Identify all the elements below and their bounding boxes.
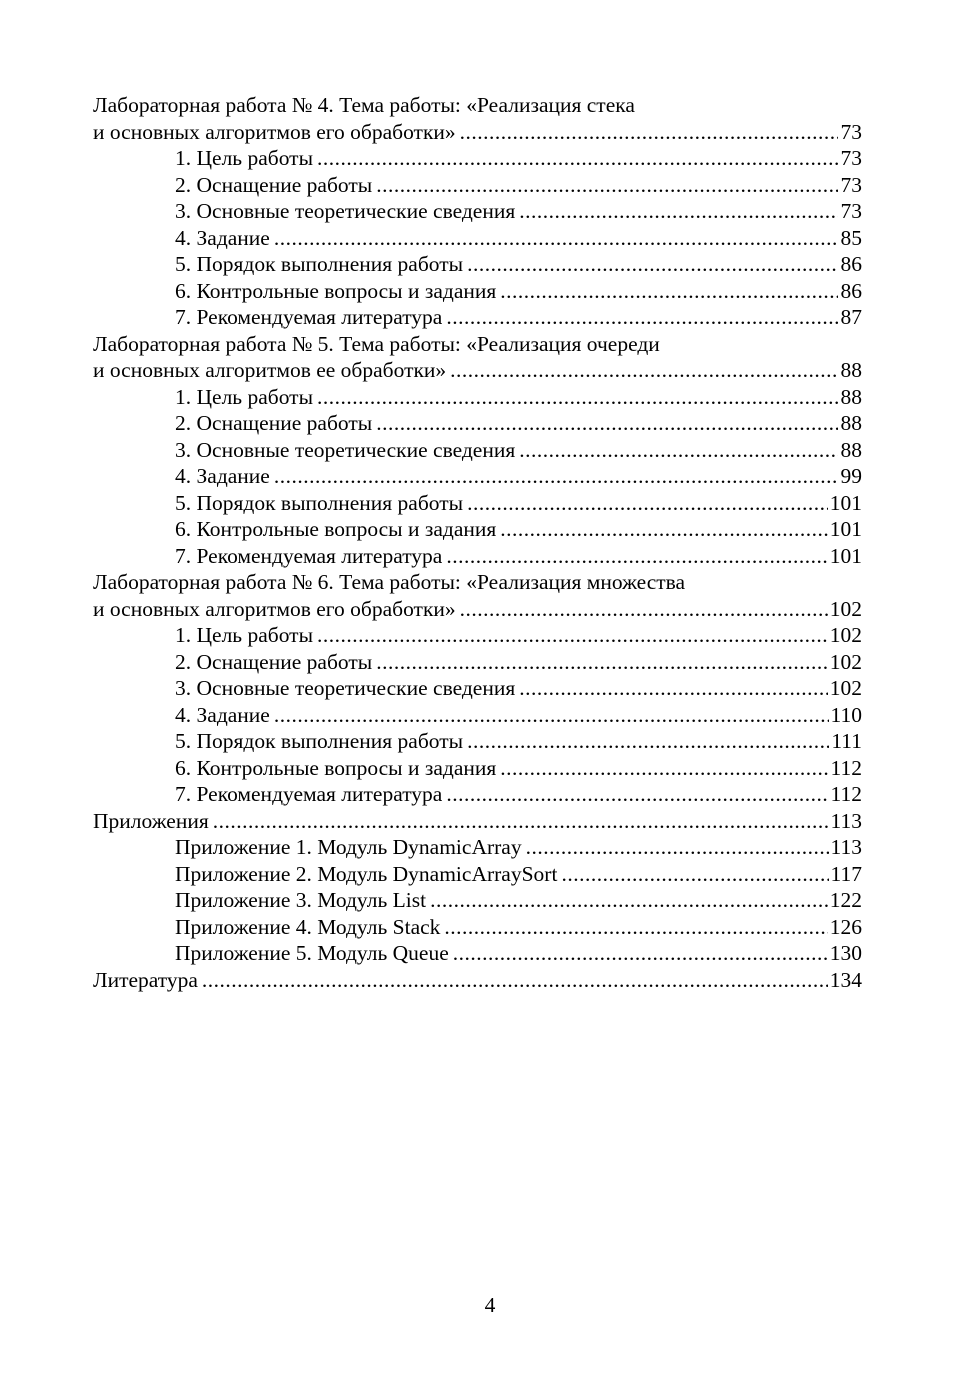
toc-entry-title: 6. Контрольные вопросы и задания [175, 517, 497, 541]
toc-entry-page: 87 [840, 305, 862, 329]
toc-entry-title: Приложение 2. Модуль DynamicArraySort [175, 861, 558, 886]
toc-entry-title: Приложения [93, 808, 209, 833]
dot-leader [274, 225, 838, 252]
toc-entry-page: 101 [829, 490, 862, 515]
toc-entry [93, 755, 862, 782]
toc-entry [93, 145, 862, 172]
toc-entry-page: 102 [829, 676, 862, 700]
dot-leader [460, 596, 828, 623]
toc-entry [93, 887, 862, 914]
toc-entry-title: Литература [93, 967, 198, 992]
toc-entry [93, 437, 862, 464]
table-of-contents [93, 92, 862, 993]
toc-entry-page: 112 [830, 755, 862, 780]
toc-entry-title: 3. Основные теоретические сведения [175, 199, 516, 223]
toc-entry-page: 88 [840, 384, 862, 409]
toc-entry-title: 5. Порядок выполнения работы [175, 252, 464, 276]
toc-entry [93, 622, 862, 649]
toc-entry [93, 463, 862, 490]
page-number: 4 [484, 1293, 496, 1317]
toc-entry-page: 134 [829, 967, 862, 992]
toc-entry-page: 73 [840, 146, 862, 170]
toc-entry-title: Приложение 4. Модуль Stack [175, 914, 441, 939]
toc-entry [93, 357, 862, 384]
toc-entry [93, 834, 862, 861]
dot-leader [376, 649, 828, 676]
toc-entry [93, 410, 862, 437]
dot-leader [317, 145, 838, 172]
toc-entry-title: 2. Оснащение работы [175, 172, 373, 197]
toc-entry [93, 649, 862, 676]
dot-leader [446, 781, 828, 808]
dot-leader [446, 543, 827, 570]
dot-leader [317, 622, 828, 649]
toc-heading-line [93, 331, 862, 358]
toc-entry-page: 86 [840, 278, 862, 303]
toc-entry [93, 278, 862, 305]
toc-entry-page: 85 [840, 225, 862, 250]
toc-entry-title: 1. Цель работы [175, 146, 314, 170]
dot-leader [519, 675, 828, 702]
toc-entry-page: 101 [829, 517, 862, 541]
toc-entry-page: 73 [840, 199, 862, 223]
toc-entry-page: 110 [830, 702, 862, 727]
toc-entry-title: 7. Рекомендуемая литература [175, 305, 443, 329]
toc-heading-line [93, 569, 862, 596]
toc-entry [93, 490, 862, 517]
toc-entry [93, 304, 862, 331]
toc-entry-title: 7. Рекомендуемая литература [175, 782, 443, 806]
toc-entry-title: 4. Задание [175, 702, 270, 727]
toc-entry-title: Лабораторная работа № 4. Тема работы: «Реализация стека [93, 93, 635, 117]
toc-entry-page: 102 [829, 596, 862, 621]
toc-entry-page: 117 [830, 861, 862, 886]
toc-entry-page: 126 [829, 914, 862, 939]
dot-leader [500, 278, 838, 305]
toc-entry [93, 940, 862, 967]
toc-entry [93, 861, 862, 888]
toc-entry [93, 516, 862, 543]
toc-entry [93, 702, 862, 729]
toc-entry [93, 198, 862, 225]
toc-entry-page: 101 [829, 543, 862, 568]
toc-entry-title: 5. Порядок выполнения работы [175, 729, 464, 753]
dot-leader [202, 967, 828, 994]
toc-entry [93, 251, 862, 278]
dot-leader [444, 914, 827, 941]
dot-leader [467, 728, 829, 755]
dot-leader [317, 384, 838, 411]
toc-entry-title: 4. Задание [175, 464, 270, 488]
toc-entry-page: 88 [840, 358, 862, 382]
toc-entry-title: 2. Оснащение работы [175, 649, 373, 674]
toc-entry [93, 914, 862, 941]
dot-leader [519, 198, 838, 225]
toc-entry-page: 73 [840, 172, 862, 197]
toc-entry [93, 967, 862, 994]
toc-entry [93, 543, 862, 570]
toc-entry-title: 1. Цель работы [175, 384, 314, 409]
toc-entry [93, 675, 862, 702]
toc-entry-page: 88 [840, 437, 862, 462]
dot-leader [467, 490, 828, 517]
toc-entry-page: 130 [829, 941, 862, 965]
toc-entry-title: 5. Порядок выполнения работы [175, 490, 464, 515]
toc-entry-title: и основных алгоритмов его обработки» [93, 596, 456, 621]
toc-entry-page: 113 [830, 808, 862, 833]
toc-entry-page: 102 [829, 623, 862, 647]
toc-entry-page: 113 [830, 835, 862, 859]
dot-leader [519, 437, 838, 464]
toc-heading-line [93, 92, 862, 119]
toc-entry-title: 1. Цель работы [175, 623, 314, 647]
dot-leader [561, 861, 828, 888]
toc-entry-title: 4. Задание [175, 225, 270, 250]
toc-entry-page: 99 [840, 464, 862, 488]
dot-leader [526, 834, 829, 861]
toc-entry-page: 88 [840, 411, 862, 435]
dot-leader [500, 516, 827, 543]
toc-entry-page: 86 [840, 252, 862, 276]
toc-entry-page: 122 [829, 888, 862, 912]
toc-entry [93, 728, 862, 755]
toc-entry [93, 119, 862, 146]
toc-entry-title: 3. Основные теоретические сведения [175, 676, 516, 700]
dot-leader [450, 357, 838, 384]
toc-entry-page: 73 [840, 119, 862, 144]
toc-entry-title: 6. Контрольные вопросы и задания [175, 755, 497, 780]
dot-leader [446, 304, 838, 331]
toc-entry-title: 2. Оснащение работы [175, 411, 373, 435]
dot-leader [500, 755, 828, 782]
toc-entry-title: 3. Основные теоретические сведения [175, 437, 516, 462]
toc-entry-title: Лабораторная работа № 6. Тема работы: «Реализация множества [93, 570, 686, 594]
toc-entry-title: 6. Контрольные вопросы и задания [175, 278, 497, 303]
toc-entry-title: Приложение 5. Модуль Queue [175, 941, 449, 965]
toc-entry-title: Приложение 1. Модуль DynamicArray [175, 835, 522, 859]
dot-leader [460, 119, 838, 146]
dot-leader [213, 808, 829, 835]
toc-entry [93, 781, 862, 808]
dot-leader [274, 702, 829, 729]
toc-entry [93, 808, 862, 835]
toc-entry [93, 596, 862, 623]
toc-entry-title: и основных алгоритмов ее обработки» [93, 358, 447, 382]
toc-entry-title: 7. Рекомендуемая литература [175, 543, 443, 568]
toc-entry-page: 111 [831, 729, 862, 753]
dot-leader [376, 410, 838, 437]
toc-entry [93, 384, 862, 411]
dot-leader [453, 940, 828, 967]
dot-leader [430, 887, 828, 914]
toc-entry-title: и основных алгоритмов его обработки» [93, 119, 456, 144]
dot-leader [274, 463, 838, 490]
toc-entry-title: Приложение 3. Модуль List [175, 888, 427, 912]
dot-leader [376, 172, 838, 199]
toc-entry-page: 112 [830, 782, 862, 806]
toc-entry-page: 102 [829, 649, 862, 674]
dot-leader [467, 251, 838, 278]
toc-entry [93, 172, 862, 199]
toc-entry-title: Лабораторная работа № 5. Тема работы: «Реализация очереди [93, 331, 660, 356]
toc-entry [93, 225, 862, 252]
